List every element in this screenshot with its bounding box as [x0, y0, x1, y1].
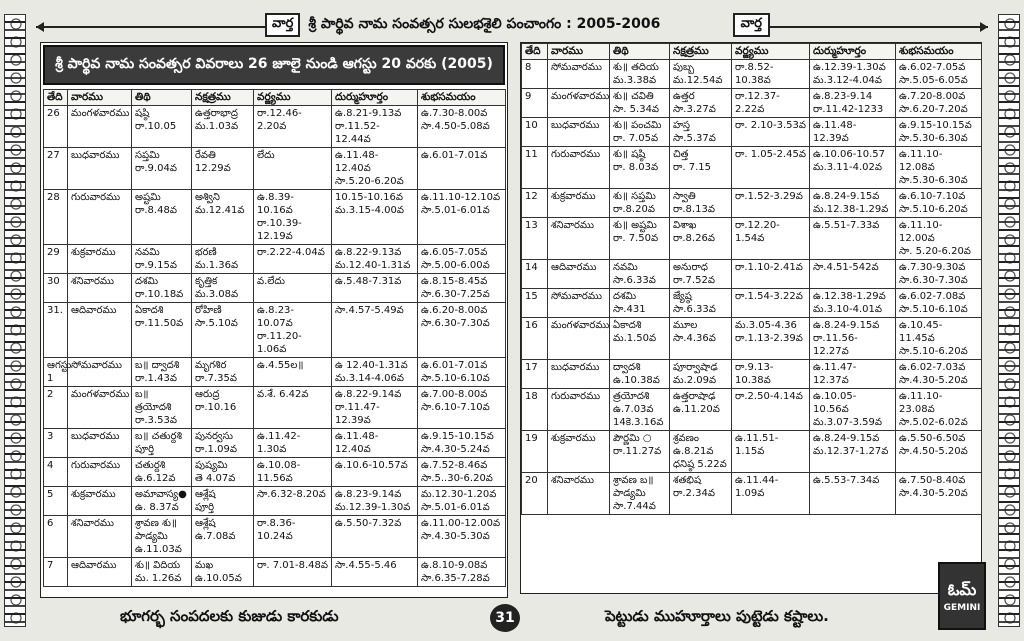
- right-table-cell: ఉ.11.44-1.09వ: [732, 473, 810, 515]
- left-table-cell: 10.15-10.16వ మ.3.15-4.00వ: [332, 190, 418, 245]
- right-table-cell: శు॥ షష్ఠి రా. 8.03వ: [610, 147, 670, 189]
- right-table-cell: ఉ.12.38-1.29వ మ.3.10-4.01వ: [810, 289, 896, 318]
- right-table-cell: స్వాతి రా.8.13వ: [670, 189, 732, 218]
- left-table-cell: శ్రావణ శు॥ పాడ్యమి ఉ.11.03వ: [132, 516, 192, 558]
- right-panchangam-panel: [520, 42, 982, 594]
- left-table-cell: అష్టమి రా.8.48వ: [132, 190, 192, 245]
- right-table-row: [522, 118, 982, 147]
- right-table-cell: సా.4.51-542వ: [810, 260, 896, 289]
- right-table-cell: శతభిష రా.2.34వ: [670, 473, 732, 515]
- left-table-cell: ఉ.10.08-11.56వ: [254, 458, 332, 487]
- left-table-cell: ఉ.6.01-7.01వ: [418, 148, 506, 190]
- right-table-cell: ఉ.8.24-9.15వ మ.12.37-1.27వ: [810, 431, 896, 473]
- left-table-cell: ఉ.11.00-12.00వ సా.4.30-5.30వ: [418, 516, 506, 558]
- right-table-cell: ఉ.8.24-9.15వ రా.11.56-12.27వ: [810, 318, 896, 360]
- right-table-cell: శు॥ సప్తమి రా.8.20వ: [610, 189, 670, 218]
- right-column-header: వారము: [548, 44, 610, 60]
- right-table-cell: రా.12.37-2.22వ: [732, 89, 810, 118]
- left-column-header: దుర్ముహూర్తం: [332, 90, 418, 106]
- right-table-cell: సోమవారము: [548, 60, 610, 89]
- right-table-row: [522, 389, 982, 431]
- right-table-cell: ఉ.12.39-1.30వ మ.3.12-4.04వ: [810, 60, 896, 89]
- left-table-cell: వ.శే. 6.42వ: [254, 387, 332, 429]
- right-table-row: [522, 89, 982, 118]
- right-table-cell: 15: [522, 289, 548, 318]
- footer-proverb-left: భూగర్భ సంపదలకు కుజుడు కారకుడు: [120, 607, 339, 625]
- left-column-header: వారము: [68, 90, 132, 106]
- right-table-cell: 20: [522, 473, 548, 515]
- left-table-cell: ఆశ్లేష ఉ.7.08వ: [192, 516, 254, 558]
- left-table-cell: సా.6.32-8.20వ: [254, 487, 332, 516]
- right-table-cell: ఉ.8.24-9.15వ మ.12.38-1.29వ: [810, 189, 896, 218]
- right-table-cell: శుక్రవారము: [548, 189, 610, 218]
- right-table-row: [522, 147, 982, 189]
- left-table-cell: 28: [44, 190, 68, 245]
- left-table-cell: ఉ.8.23-9.14వ మ.12.39-1.30వ: [332, 487, 418, 516]
- right-table-cell: ఏకాదశి మ.1.50వ: [610, 318, 670, 360]
- right-table-cell: రా. 1.05-2.45వ: [732, 147, 810, 189]
- right-table-cell: శు॥ అష్టమి రా. 7.50వ: [610, 218, 670, 260]
- left-table-cell: రా.8.36-10.24వ: [254, 516, 332, 558]
- right-column-header: వర్జ్యము: [732, 44, 810, 60]
- right-table-cell: మ.3.05-4.36 రా.1.13-2.39వ: [732, 318, 810, 360]
- left-table-cell: సోమవారము: [68, 358, 132, 387]
- right-table-cell: 17: [522, 360, 548, 389]
- left-table-cell: మంగళవారము: [68, 106, 132, 148]
- left-table-cell: ఉ.11.48-12.40వ: [332, 429, 418, 458]
- right-column-header: దుర్ముహూర్తం: [810, 44, 896, 60]
- left-table-cell: ఉ.5.50-7.32వ: [332, 516, 418, 558]
- right-table-cell: హస్త సా.5.37వ: [670, 118, 732, 147]
- left-table-cell: శనివారము: [68, 516, 132, 558]
- right-table-cell: మంగళవారము: [548, 318, 610, 360]
- right-table-cell: విశాఖ రా.8.26వ: [670, 218, 732, 260]
- right-table-cell: ఉత్తరాషాఢ ఉ.11.20వ: [670, 389, 732, 431]
- right-column-header: శుభసమయం: [896, 44, 982, 60]
- right-table-cell: రా.2.50-4.14వ: [732, 389, 810, 431]
- left-table-cell: కృత్తిక మ.3.08వ: [192, 274, 254, 303]
- left-table-row: [44, 487, 506, 516]
- right-table-cell: శుక్రవారము: [548, 431, 610, 473]
- left-table-cell: ఉ.8.22-9.14వ రా.11.47-12.39వ: [332, 387, 418, 429]
- left-table-cell: శు॥ విదియ మ. 1.26వ: [132, 558, 192, 587]
- left-table-cell: 30: [44, 274, 68, 303]
- right-table-cell: 10: [522, 118, 548, 147]
- right-table-cell: ఉ.5.50-6.50వ సా.4.50-5.20వ: [896, 431, 982, 473]
- right-table-cell: ఉ.8.23-9.14 రా.11.42-1233: [810, 89, 896, 118]
- left-table-cell: గురువారము: [68, 190, 132, 245]
- left-table-cell: బ॥ త్రయోదశి రా.3.53వ: [132, 387, 192, 429]
- left-table-cell: బ॥ చతుర్దశి పూర్తి: [132, 429, 192, 458]
- footer-proverb-right: పెట్టుడు ముహూర్తాలు పుట్టెడు కష్టాలు.: [605, 607, 829, 625]
- page-header: [265, 10, 770, 40]
- left-table-cell: ఉ.8.39-10.16వ రా.10.39-12.19వ: [254, 190, 332, 245]
- right-table-cell: చిత్త రా. 7.15: [670, 147, 732, 189]
- right-table-row: [522, 218, 982, 260]
- right-table-cell: మూల సా.4.36వ: [670, 318, 732, 360]
- left-table-row: [44, 516, 506, 558]
- right-table-cell: ఉ.11.51-1.15వ: [732, 431, 810, 473]
- left-table-row: [44, 358, 506, 387]
- left-table-cell: మ.12.30-1.20వ సా.5.01-6.01వ: [418, 487, 506, 516]
- left-table-cell: బుధవారము: [68, 429, 132, 458]
- left-table-cell: రా.12.46-2.20వ: [254, 106, 332, 148]
- right-table-cell: శనివారము: [548, 218, 610, 260]
- left-table-cell: 31.: [44, 303, 68, 358]
- left-table-cell: ఉ.8.15-8.45వ సా.6.30-7.25వ: [418, 274, 506, 303]
- right-table-cell: రా.1.52-3.29వ: [732, 189, 810, 218]
- right-table-cell: రా.1.10-2.41వ: [732, 260, 810, 289]
- right-table-cell: 18: [522, 389, 548, 431]
- right-table-cell: ఉ.11.47-12.37వ: [810, 360, 896, 389]
- left-table-cell: ఆదివారము: [68, 558, 132, 587]
- left-table-cell: 26: [44, 106, 68, 148]
- left-column-header: తేది: [44, 90, 68, 106]
- right-table-cell: ఉత్తర సా.3.27వ: [670, 89, 732, 118]
- left-table-cell: 29: [44, 245, 68, 274]
- right-table-cell: 13: [522, 218, 548, 260]
- left-table-cell: ఉ.7.30-8.00వ సా.4.50-5.08వ: [418, 106, 506, 148]
- right-table-cell: 8: [522, 60, 548, 89]
- left-column-header: నక్షత్రము: [192, 90, 254, 106]
- right-table-cell: పూర్వాషాఢ మ.2.09వ: [670, 360, 732, 389]
- left-table-row: [44, 106, 506, 148]
- left-table-cell: ఉ.11.42-1.30వ: [254, 429, 332, 458]
- right-table-row: [522, 318, 982, 360]
- left-table-cell: ఆగస్టు 1: [44, 358, 68, 387]
- gemini-advert: [938, 562, 986, 630]
- right-table-cell: ఉ.6.02-7.03వ సా.4.30-5.20వ: [896, 360, 982, 389]
- right-table-row: [522, 60, 982, 89]
- left-table-cell: సా.4.55-5.46: [332, 558, 418, 587]
- right-table-cell: ఉ.10.06-10.57 మ.3.11-4.02వ: [810, 147, 896, 189]
- left-column-header: వర్జ్యము: [254, 90, 332, 106]
- left-table-cell: ఆదివారము: [68, 303, 132, 358]
- left-table-row: [44, 429, 506, 458]
- left-table-row: [44, 303, 506, 358]
- right-table-cell: ఉ.7.20-8.00వ సా.6.20-7.20వ: [896, 89, 982, 118]
- right-table-row: [522, 431, 982, 473]
- left-decorative-border: [4, 14, 26, 627]
- left-table-cell: గురువారము: [68, 458, 132, 487]
- left-table-cell: పునర్వసు రా.1.09వ: [192, 429, 254, 458]
- right-table-cell: పుబ్బ మ.12.54వ: [670, 60, 732, 89]
- left-table-cell: ఉ.8.10-9.08వ సా.6.35-7.28వ: [418, 558, 506, 587]
- right-table-cell: ఉ.11.48-12.39వ: [810, 118, 896, 147]
- left-table-cell: ఉ.4.55ల॥: [254, 358, 332, 387]
- left-table-cell: 2: [44, 387, 68, 429]
- right-table-cell: ఉ.5.53-7.34వ: [810, 473, 896, 515]
- left-table-cell: శుక్రవారము: [68, 487, 132, 516]
- vaartha-logo: వార్త: [265, 13, 300, 37]
- left-table-cell: ఉ.11.10-12.10వ సా.5.01-6.01వ: [418, 190, 506, 245]
- right-table-cell: ఉ.7.30-9.30వ సా.6.30-7.30వ: [896, 260, 982, 289]
- left-table-cell: షష్ఠి రా.10.05: [132, 106, 192, 148]
- right-table-cell: త్రయోదశి ఉ.7.03వ 14కె.3.16వ: [610, 389, 670, 431]
- left-table-cell: 27: [44, 148, 68, 190]
- left-table-row: [44, 558, 506, 587]
- gemini-mark-icon: ఓమ్: [947, 579, 977, 599]
- right-column-header: నక్షత్రము: [670, 44, 732, 60]
- left-table-row: [44, 458, 506, 487]
- left-table-row: [44, 274, 506, 303]
- right-panchangam-table: [521, 43, 982, 515]
- right-table-cell: శు॥ చవితి సా. 5.34వ: [610, 89, 670, 118]
- right-table-cell: 16: [522, 318, 548, 360]
- left-table-cell: ఉత్తరాభాద్ర మ.1.03వ: [192, 106, 254, 148]
- right-table-cell: ఆదివారము: [548, 260, 610, 289]
- left-table-cell: ఉ.8.21-9.13వ రా.11.52-12.44వ: [332, 106, 418, 148]
- left-table-cell: ఉ.11.48-12.40వ సా.5.20-6.20వ: [332, 148, 418, 190]
- left-table-cell: రా. 7.01-8.48వ: [254, 558, 332, 587]
- right-table-cell: మంగళవారము: [548, 89, 610, 118]
- right-table-cell: ఉ.11.10-23.08వ సా.5.02-6.02వ: [896, 389, 982, 431]
- right-table-cell: శు॥ తదియ మ.3.38వ: [610, 60, 670, 89]
- page-number: 31: [490, 604, 520, 632]
- left-panchangam-panel: [40, 42, 508, 598]
- left-table-row: [44, 190, 506, 245]
- right-table-row: [522, 260, 982, 289]
- left-table-cell: అశ్విని మ.12.41వ: [192, 190, 254, 245]
- right-column-header: తేది: [522, 44, 548, 60]
- right-table-cell: గురువారము: [548, 389, 610, 431]
- right-table-cell: 11: [522, 147, 548, 189]
- gemini-brand: GEMINI: [943, 602, 981, 613]
- left-table-cell: మంగళవారము: [68, 387, 132, 429]
- right-table-cell: రా. 2.10-3.53వ: [732, 118, 810, 147]
- right-table-cell: గురువారము: [548, 147, 610, 189]
- left-table-cell: 5: [44, 487, 68, 516]
- left-table-cell: ఉ.9.15-10.15వ సా.4.30-5.24వ: [418, 429, 506, 458]
- left-table-cell: ఉ.8.22-9.13వ మ.12.40-1.31వ: [332, 245, 418, 274]
- left-table-cell: 7: [44, 558, 68, 587]
- left-table-cell: 6: [44, 516, 68, 558]
- left-column-header: శుభసమయం: [418, 90, 506, 106]
- left-table-cell: ఏకాదశి రా.11.50వ: [132, 303, 192, 358]
- left-table-row: [44, 387, 506, 429]
- left-table-cell: ఉ.7.00-8.00వ సా.6.10-7.10వ: [418, 387, 506, 429]
- left-table-cell: రేవతి 12.29వ: [192, 148, 254, 190]
- left-table-cell: ఉ.5.48-7.31వ: [332, 274, 418, 303]
- right-table-cell: రా.9.13-10.38వ: [732, 360, 810, 389]
- right-table-cell: 12: [522, 189, 548, 218]
- left-table-cell: భరణి మ.1.36వ: [192, 245, 254, 274]
- right-table-cell: ద్వాదశి ఉ.10.38వ: [610, 360, 670, 389]
- right-table-cell: బుధవారము: [548, 360, 610, 389]
- right-table-cell: నవమి సా.6.33వ: [610, 260, 670, 289]
- vaartha-logo-right: వార్త: [733, 13, 770, 37]
- right-table-cell: ఉ.5.51-7.33వ: [810, 218, 896, 260]
- left-table-cell: ఉ.6.20-8.00వ సా.6.30-7.30వ: [418, 303, 506, 358]
- right-table-cell: ఉ.6.10-7.10వ సా.5.10-6.20వ: [896, 189, 982, 218]
- left-table-cell: ఉ.10.6-10.57వ: [332, 458, 418, 487]
- right-table-cell: అనురాధ రా.7.52వ: [670, 260, 732, 289]
- right-table-row: [522, 473, 982, 515]
- left-table-row: [44, 148, 506, 190]
- left-table-row: [44, 245, 506, 274]
- right-table-cell: బుధవారము: [548, 118, 610, 147]
- right-table-cell: రా.1.54-3.22వ: [732, 289, 810, 318]
- left-table-cell: ఉ 12.40-1.31వ మ.3.14-4.06వ: [332, 358, 418, 387]
- right-table-cell: రా.12.20-1.54వ: [732, 218, 810, 260]
- right-table-cell: ఉ.10.45-11.45వ సా.5.10-6.20వ: [896, 318, 982, 360]
- right-table-cell: రా.8.52-10.38వ: [732, 60, 810, 89]
- left-table-cell: లేదు: [254, 148, 332, 190]
- left-table-cell: రోహిణి సా.5.10వ: [192, 303, 254, 358]
- right-table-cell: ఉ.11.10-12.08వ సా.5.30-6.30వ: [896, 147, 982, 189]
- left-table-cell: సా.4.57-5.49వ: [332, 303, 418, 358]
- left-table-cell: శనివారము: [68, 274, 132, 303]
- left-table-cell: రా.2.22-4.04వ: [254, 245, 332, 274]
- left-table-cell: వ.లేదు: [254, 274, 332, 303]
- left-table-cell: 3: [44, 429, 68, 458]
- left-table-cell: బుధవారము: [68, 148, 132, 190]
- left-table-cell: మృగశిర రా.7.35వ: [192, 358, 254, 387]
- left-table-cell: ఆశ్లేష పూర్తి: [192, 487, 254, 516]
- left-table-cell: సప్తమి రా.9.04వ: [132, 148, 192, 190]
- left-column-header: తిథి: [132, 90, 192, 106]
- right-table-cell: శ్రావణ బ॥ పాడ్యమి సా.7.44వ: [610, 473, 670, 515]
- right-table-cell: దశమి సా.431: [610, 289, 670, 318]
- right-table-cell: శనివారము: [548, 473, 610, 515]
- left-table-cell: మఖ ఉ.10.05వ: [192, 558, 254, 587]
- right-decorative-border: [998, 14, 1020, 627]
- right-table-row: [522, 289, 982, 318]
- left-table-cell: చతుర్దశి ఉ.6.12వ: [132, 458, 192, 487]
- left-table-cell: పుష్యమి తె 4.07వ: [192, 458, 254, 487]
- right-table-cell: ఉ.6.02-7.05వ సా.5.05-6.05వ: [896, 60, 982, 89]
- right-table-cell: జ్యేష్ఠ సా.6.33వ: [670, 289, 732, 318]
- left-table-cell: 4: [44, 458, 68, 487]
- right-table-row: [522, 360, 982, 389]
- right-table-cell: సోమవారము: [548, 289, 610, 318]
- right-table-cell: శ్రవణం ఉ.8.21వ ధనిష్ఠ 5.22వ: [670, 431, 732, 473]
- left-table-cell: బ॥ ద్వాదశి రా.1.43వ: [132, 358, 192, 387]
- right-table-cell: 19: [522, 431, 548, 473]
- right-table-cell: 9: [522, 89, 548, 118]
- right-table-cell: ఉ.6.02-7.08వ సా.5.10-6.10వ: [896, 289, 982, 318]
- right-table-cell: పౌర్ణమి ○ రా.11.27వ: [610, 431, 670, 473]
- left-table-cell: శుక్రవారము: [68, 245, 132, 274]
- left-table-cell: దశమి రా.10.18వ: [132, 274, 192, 303]
- right-table-row: [522, 189, 982, 218]
- right-table-cell: ఉ.11.10-12.00వ సా. 5.20-6.20వ: [896, 218, 982, 260]
- right-table-cell: శు॥ పంచమి రా. 7.05వ: [610, 118, 670, 147]
- right-table-cell: ఉ.9.15-10.15వ సా.5.30-6.30వ: [896, 118, 982, 147]
- right-table-cell: ఉ.7.50-8.40వ సా.4.30-5.20వ: [896, 473, 982, 515]
- left-table-cell: ఉ.8.23-10.07వ రా.11.20-1.06వ: [254, 303, 332, 358]
- left-panel-banner: శ్రీ పార్థివ నామ సంవత్సర వివరాలు 26 జూలై నుండి ఆగస్టు 20 వరకు (2005): [43, 45, 505, 85]
- left-table-cell: ఉ.6.01-7.01వ సా.5.10-6.10వ: [418, 358, 506, 387]
- left-table-cell: నవమి రా.9.15వ: [132, 245, 192, 274]
- left-table-cell: ఉ.6.05-7.05వ సా.5.00-6.00వ: [418, 245, 506, 274]
- left-table-cell: ఆరుద్ర రా.10.16: [192, 387, 254, 429]
- left-table-cell: అమావాస్య● ఉ. 8.37వ: [132, 487, 192, 516]
- page-title: శ్రీ పార్థివ నామ సంవత్సర సులభశైలి పంచాంగం : 2005-2006: [308, 15, 661, 32]
- right-table-cell: 14: [522, 260, 548, 289]
- left-panchangam-table: [43, 89, 506, 587]
- right-table-cell: ఉ.10.05-10.56వ మ.3.07-3.59వ: [810, 389, 896, 431]
- right-column-header: తిథి: [610, 44, 670, 60]
- left-table-cell: ఉ.7.52-8.46వ సా.5..30-6.20వ: [418, 458, 506, 487]
